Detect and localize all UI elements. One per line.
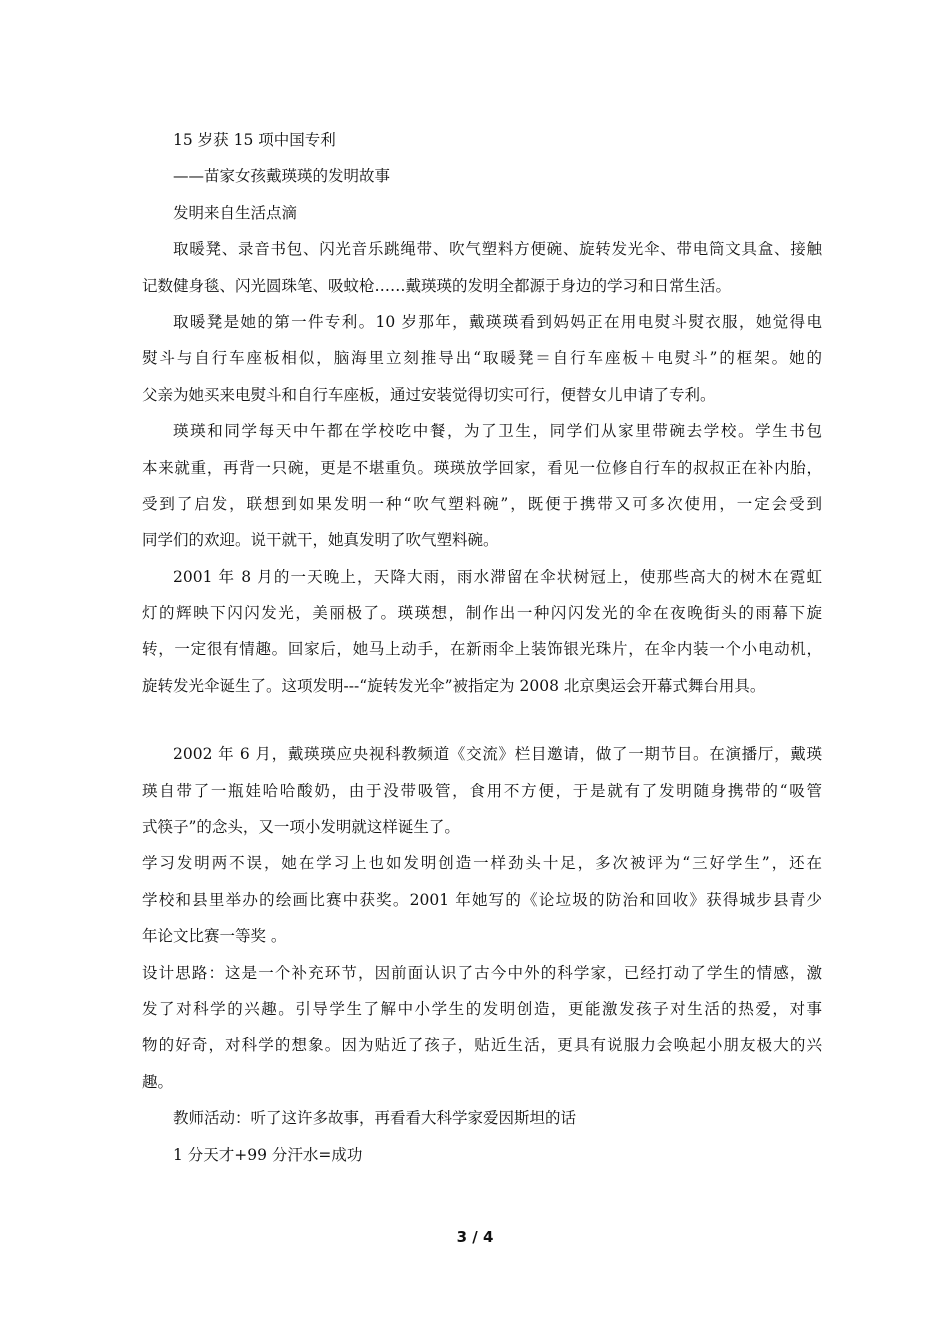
document-body: [142, 122, 822, 1173]
article-title: 15 岁获 15 项中国专利: [173, 131, 336, 149]
paragraph-line: 设计思路：这是一个补充环节，因前面认识了古今中外的科学家，已经打动了学生的情感，激: [142, 963, 822, 982]
paragraph-line: 取暖凳是她的第一件专利。10 岁那年，戴瑛瑛看到妈妈正在用电熨斗熨衣服，她觉得电: [173, 312, 822, 331]
paragraph-line: 父亲为她买来电熨斗和自行车座板，通过安装觉得切实可行，便替女儿申请了专利。: [142, 385, 716, 404]
paragraph-line: 受到了启发，联想到如果发明一种“吹气塑料碗”，既便于携带又可多次使用，一定会受到: [142, 494, 822, 513]
paragraph-line: 熨斗与自行车座板相似，脑海里立刻推导出“取暖凳＝自行车座板＋电熨斗”的框架。她的: [142, 349, 822, 368]
paragraph-line: 旋转发光伞诞生了。这项发明---“旋转发光伞”被指定为 2008 北京奥运会开幕式舞台用具。: [142, 676, 766, 695]
paragraph-line: 式筷子”的念头，又一项小发明就这样诞生了。: [142, 818, 460, 837]
page-number: 3 / 4: [456, 1228, 494, 1246]
paragraph-line: 2001 年 8 月的一天晚上，天降大雨，雨水滞留在伞状树冠上，使那些高大的树木在霓虹: [173, 567, 822, 586]
paragraph-line: 趣。: [142, 1072, 174, 1091]
paragraph-line: 转，一定很有情趣。回家后，她马上动手，在新雨伞上装饰银光珠片，在伞内装一个小电动机，: [142, 640, 822, 659]
paragraph-line: 同学们的欢迎。说干就干，她真发明了吹气塑料碗。: [142, 531, 499, 550]
paragraph-line: 教师活动：听了这许多故事，再看看大科学家爱因斯坦的话: [173, 1109, 577, 1128]
article-subtitle: ——苗家女孩戴瑛瑛的发明故事: [173, 167, 391, 186]
paragraph-line: 取暖凳、录音书包、闪光音乐跳绳带、吹气塑料方便碗、旋转发光伞、带电筒文具盒、接触: [173, 240, 822, 259]
paragraph-spacer: [142, 704, 822, 736]
paragraph-line: 发了对科学的兴趣。引导学生了解中小学生的发明创造，更能激发孩子对生活的热爱，对事: [142, 999, 822, 1018]
section-heading: 发明来自生活点滴: [173, 203, 298, 222]
paragraph-line: 学习发明两不误，她在学习上也如发明创造一样劲头十足，多次被评为“三好学生”，还在: [142, 854, 822, 873]
paragraph-line: 1 分天才+99 分汗水=成功: [173, 1145, 363, 1164]
paragraph-line: 年论文比赛一等奖 。: [142, 927, 287, 946]
paragraph-line: 灯的辉映下闪闪发光，美丽极了。瑛瑛想，制作出一种闪闪发光的伞在夜晚街头的雨幕下旋: [142, 604, 822, 623]
paragraph-line: 学校和县里举办的绘画比赛中获奖。2001 年她写的《论垃圾的防治和回收》获得城步县青少: [142, 890, 822, 909]
paragraph-line: 瑛瑛和同学每天中午都在学校吃中餐，为了卫生，同学们从家里带碗去学校。学生书包: [173, 422, 822, 441]
paragraph-line: 瑛自带了一瓶娃哈哈酸奶，由于没带吸管，食用不方便，于是就有了发明随身携带的“吸管: [142, 781, 822, 800]
paragraph-line: 2002 年 6 月，戴瑛瑛应央视科教频道《交流》栏目邀请，做了一期节目。在演播厅，戴瑛: [173, 745, 822, 764]
paragraph-line: 物的好奇，对科学的想象。因为贴近了孩子，贴近生活，更具有说服力会唤起小朋友极大的兴: [142, 1036, 822, 1055]
paragraph-line: 本来就重，再背一只碗，更是不堪重负。瑛瑛放学回家，看见一位修自行车的叔叔正在补内胎，: [142, 458, 822, 477]
paragraph-line: 记数健身毯、闪光圆珠笔、吸蚊枪……戴瑛瑛的发明全都源于身边的学习和日常生活。: [142, 276, 732, 295]
